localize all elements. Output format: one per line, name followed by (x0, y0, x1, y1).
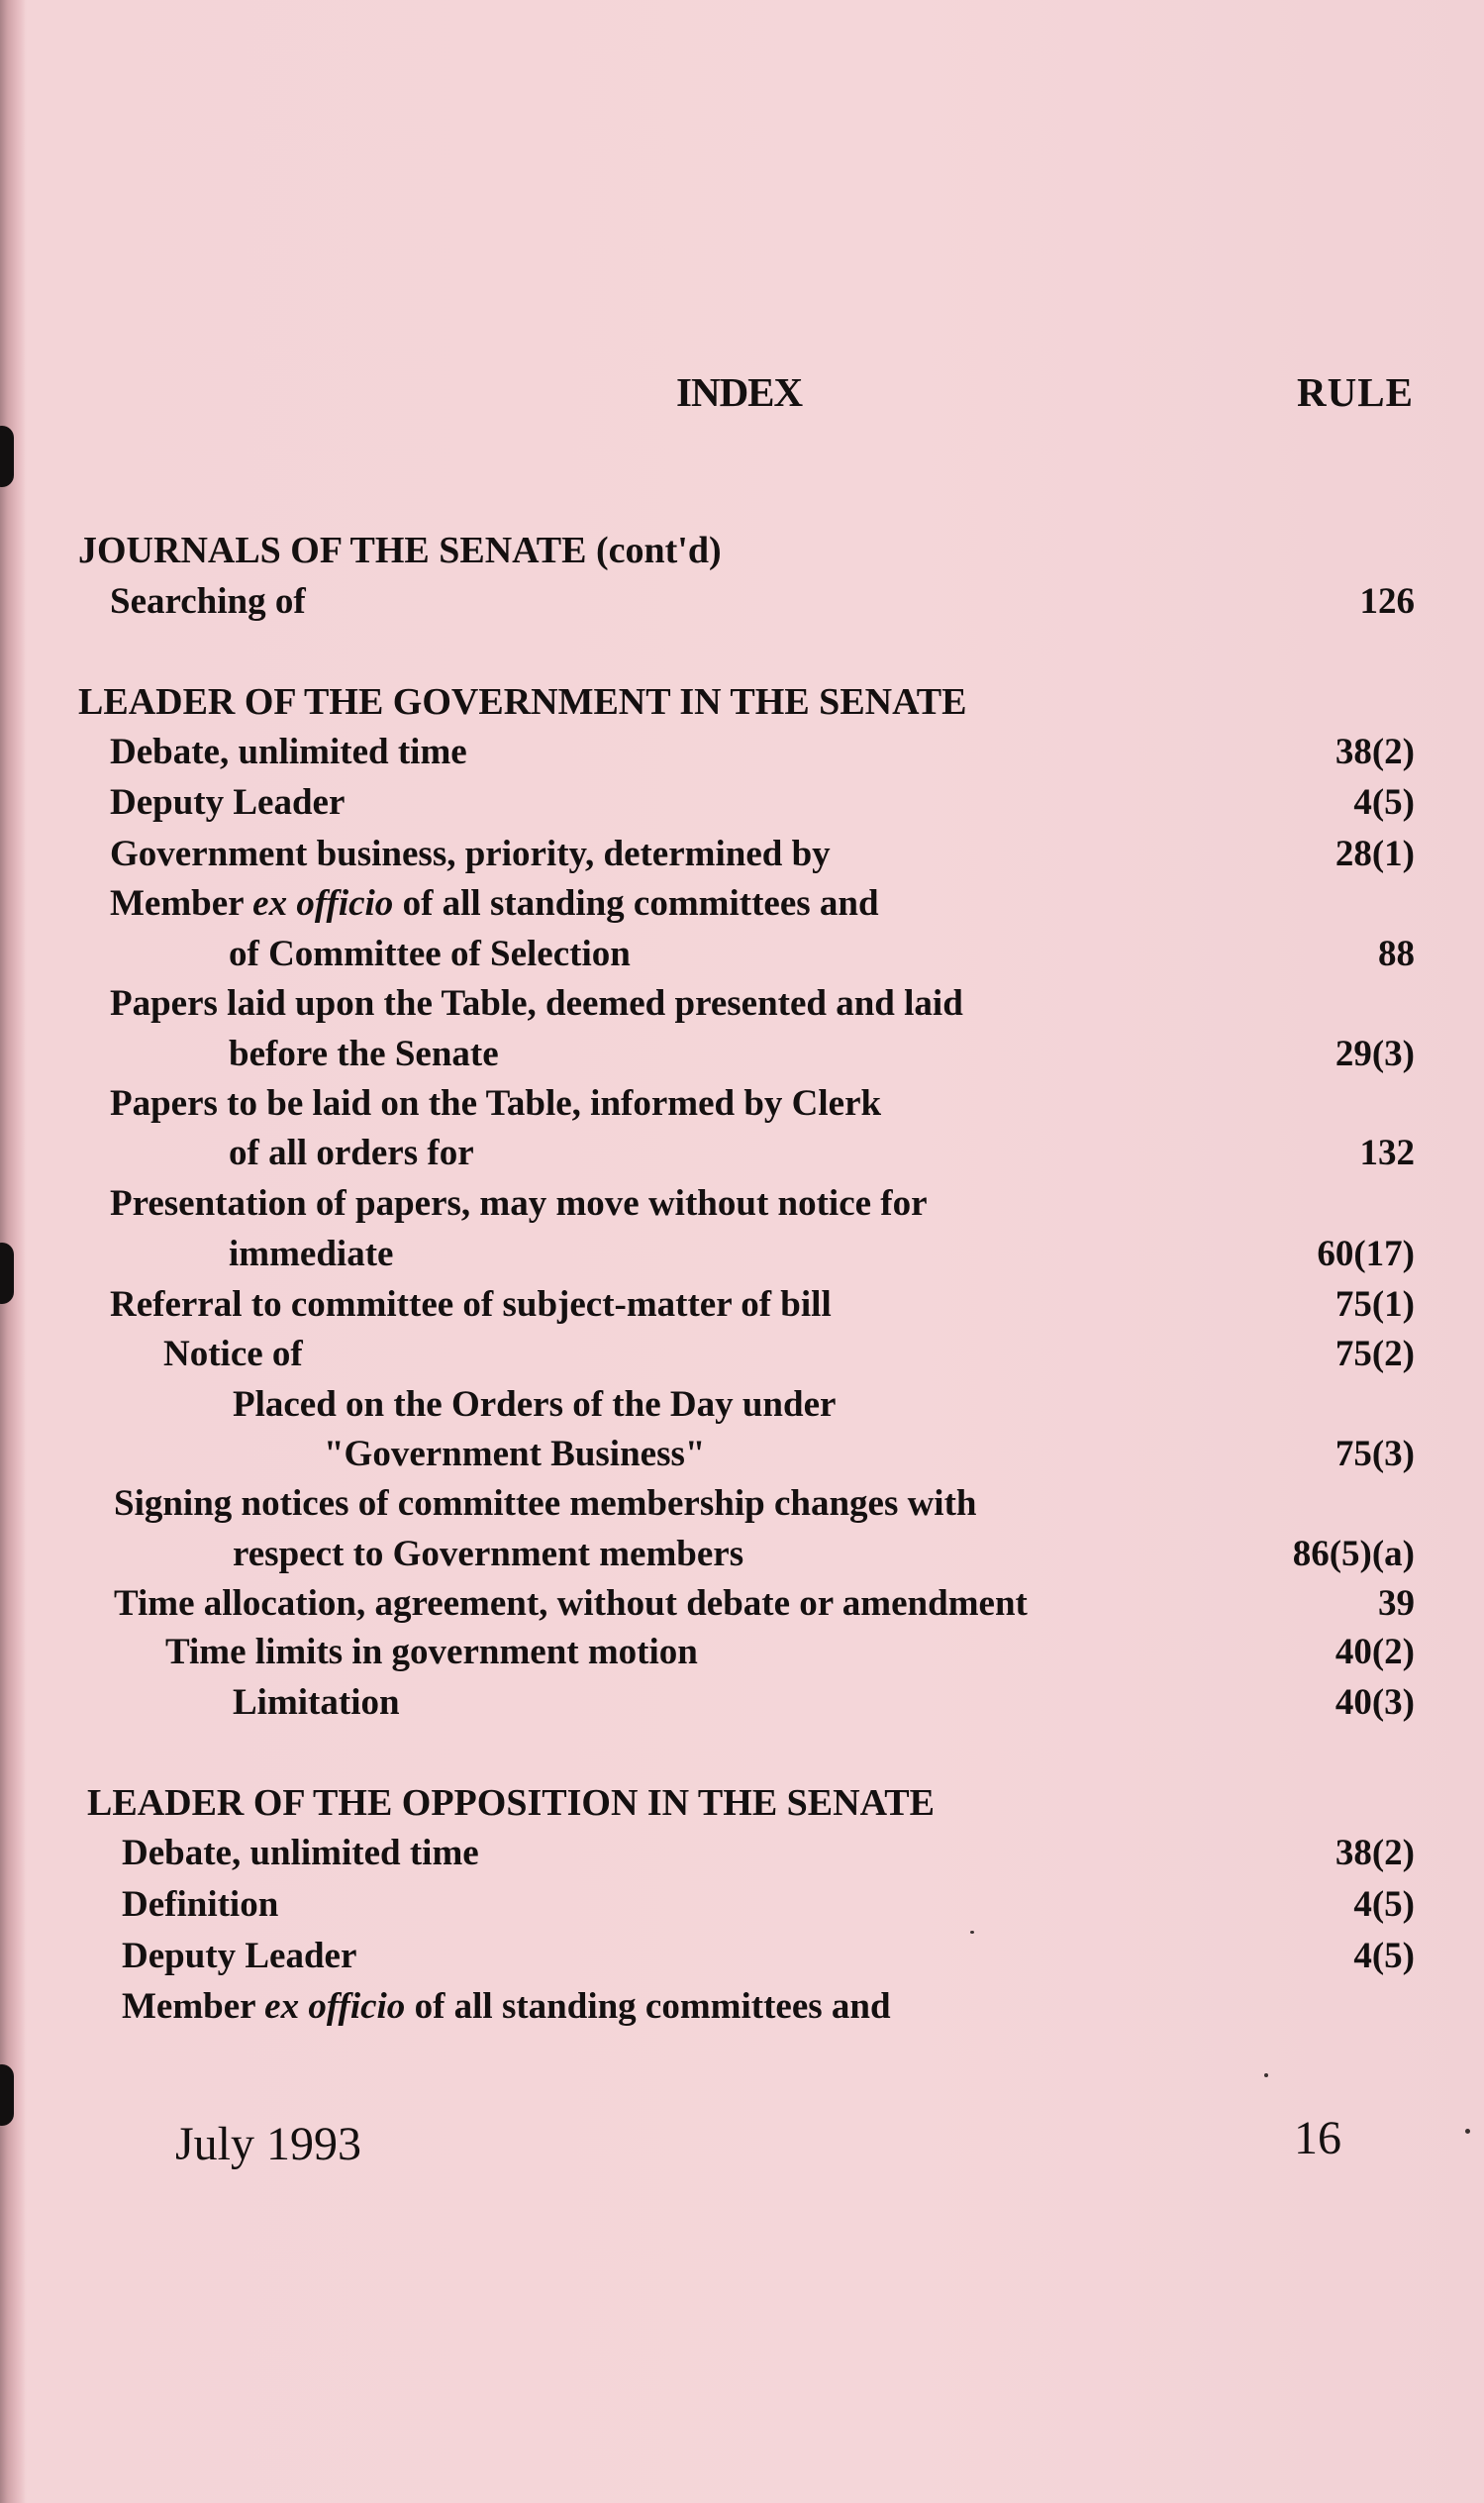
index-entry: Papers laid upon the Table, deemed presented and laid (110, 983, 963, 1024)
index-title: INDEX (676, 369, 803, 415)
rule-reference: 39 (1378, 1583, 1415, 1624)
binder-hole (0, 426, 14, 487)
page-header (0, 368, 1484, 428)
paper-speck (1264, 2073, 1268, 2077)
section-heading-journals: JOURNALS OF THE SENATE (cont'd) (78, 530, 722, 571)
index-subentry: Placed on the Orders of the Day under (233, 1384, 837, 1425)
paper-speck (970, 1931, 974, 1934)
rule-column-label: RULE (1297, 369, 1414, 415)
entry-italic-text: ex officio (264, 1986, 406, 2027)
rule-reference: 38(2) (1335, 1833, 1415, 1873)
rule-reference: 4(5) (1353, 1884, 1415, 1925)
entry-text: of all standing committees and (393, 883, 879, 924)
index-entry: Referral to committee of subject-matter of bill (110, 1284, 832, 1325)
section-heading-leader-opposition: LEADER OF THE OPPOSITION IN THE SENATE (87, 1782, 935, 1824)
index-entry: Government business, priority, determined by (110, 834, 831, 874)
entry-text: of all standing committees and (405, 1986, 891, 2027)
paper-speck (1465, 2129, 1470, 2134)
rule-reference: 60(17) (1317, 1234, 1415, 1274)
index-entry: Searching of (110, 581, 306, 622)
rule-reference: 4(5) (1353, 1936, 1415, 1976)
rule-reference: 86(5)(a) (1292, 1534, 1415, 1574)
index-entry: Presentation of papers, may move without notice for (110, 1183, 928, 1224)
index-entry: Time allocation, agreement, without debate or amendment (114, 1583, 1028, 1624)
rule-reference: 28(1) (1335, 834, 1415, 874)
index-subentry: Notice of (163, 1334, 303, 1374)
binder-hole (0, 2064, 14, 2126)
rule-reference: 40(3) (1335, 1682, 1415, 1723)
entry-text: Member (110, 883, 253, 924)
index-entry: Definition (122, 1884, 279, 1925)
index-entry: Debate, unlimited time (122, 1833, 479, 1873)
page-number: 16 (1294, 2112, 1341, 2164)
rule-reference: 4(5) (1353, 782, 1415, 823)
index-subentry: Limitation (233, 1682, 400, 1723)
index-entry (110, 882, 879, 926)
rule-reference: 38(2) (1335, 732, 1415, 772)
index-subentry: Time limits in government motion (165, 1632, 698, 1672)
index-entry: Signing notices of committee membership changes with (114, 1483, 977, 1524)
index-subentry: "Government Business" (324, 1434, 706, 1474)
entry-text: Member (122, 1986, 265, 2027)
entry-italic-text: ex officio (252, 883, 394, 924)
index-subentry: respect to Government members (233, 1534, 744, 1574)
index-entry: Debate, unlimited time (110, 732, 467, 772)
rule-reference: 75(3) (1335, 1434, 1415, 1474)
rule-reference: 75(2) (1335, 1334, 1415, 1374)
rule-reference: 29(3) (1335, 1034, 1415, 1074)
index-entry: Deputy Leader (110, 782, 346, 823)
rule-reference: 40(2) (1335, 1632, 1415, 1672)
index-entry: Papers to be laid on the Table, informed by Clerk (110, 1083, 882, 1124)
rule-reference: 88 (1378, 934, 1415, 974)
index-entry: Deputy Leader (122, 1936, 357, 1976)
index-subentry: before the Senate (229, 1034, 499, 1074)
footer-date: July 1993 (175, 2118, 362, 2170)
rule-reference: 132 (1359, 1133, 1415, 1173)
index-subentry: of Committee of Selection (229, 934, 631, 974)
index-entry (122, 1985, 891, 2029)
rule-reference: 75(1) (1335, 1284, 1415, 1325)
rule-reference: 126 (1359, 581, 1415, 622)
index-subentry: of all orders for (229, 1133, 474, 1173)
section-heading-leader-government: LEADER OF THE GOVERNMENT IN THE SENATE (78, 681, 967, 723)
index-subentry: immediate (229, 1234, 394, 1274)
binder-hole (0, 1243, 14, 1304)
